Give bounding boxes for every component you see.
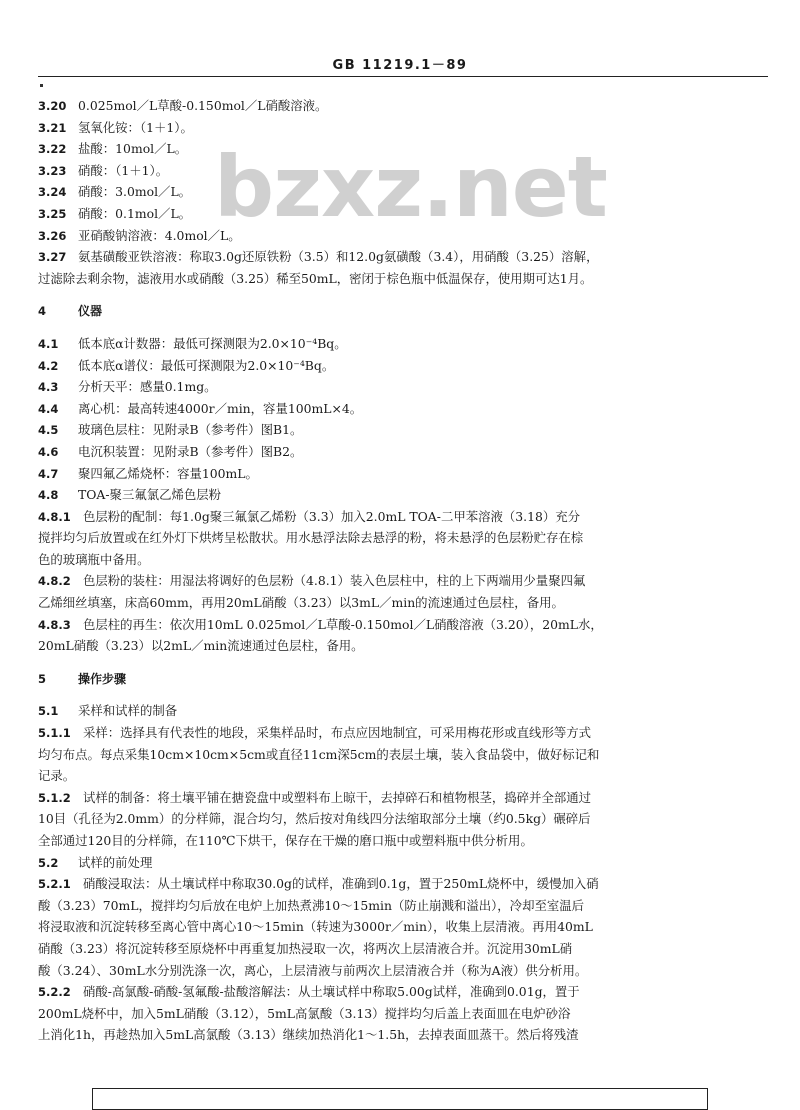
clause-text: 酸（3.24）、30mL水分别洗涤一次，离心，上层清液与前两次上层清液合并（称为A液）供分析用。 — [38, 962, 588, 978]
clause-text: 酸（3.23）70mL，搅拌均匀后放在电炉上加热煮沸10～15min（防止崩溅和溢出），冷却至室温后 — [38, 897, 585, 913]
clause-text: 将浸取液和沉淀转移至离心管中离心10～15min（转速为3000r／min），收集上层清液。再用40mL — [38, 919, 593, 935]
clause-3-21 — [38, 117, 753, 139]
clause-4-1 — [38, 333, 753, 355]
clause-3-25 — [38, 203, 753, 225]
clause-4-8-1 — [38, 506, 753, 528]
clause-text: 色层粉的装柱：用湿法将调好的色层粉（4.8.1）装入色层柱中，柱的上下两端用少量聚四氟 — [83, 573, 586, 589]
clause-number: 3.25 — [38, 206, 67, 221]
clause-text: 色的玻璃瓶中备用。 — [38, 551, 150, 567]
clause-number: 5.2 — [38, 855, 59, 870]
clause-text: 搅拌均匀后放置或在红外灯下烘烤呈松散状。用水悬浮法除去悬浮的粉，将未悬浮的色层粉贮存在棕 — [38, 530, 584, 546]
clause-number: 4.3 — [38, 380, 59, 395]
clause-4-3 — [38, 376, 753, 398]
clause-text: 全部通过120目的分样筛，在110℃下烘干，保存在干燥的磨口瓶中或塑料瓶中供分析用。 — [38, 833, 533, 848]
text-line — [38, 808, 753, 830]
clause-text: 氢氧化铵：（1＋1）。 — [78, 119, 193, 135]
clause-text: 采样和试样的制备 — [78, 703, 178, 719]
clause-number: 5.1 — [38, 704, 59, 719]
clause-text: 乙烯细丝填塞，床高60mm，再用20mL硝酸（3.23）以3mL／min的流速通过色层柱，备用。 — [38, 595, 564, 611]
text-line — [38, 765, 753, 787]
clause-text: 氨基磺酸亚铁溶液：称取3.0g还原铁粉（3.5）和12.0g氨磺酸（3.4），用硝酸（3.25）溶解， — [78, 249, 599, 265]
clause-5-1 — [38, 700, 753, 722]
document-body — [38, 95, 753, 1046]
clause-5-2 — [38, 852, 753, 874]
clause-number: 3.24 — [38, 185, 67, 200]
clause-text: 硝酸：0.1mol／L。 — [78, 205, 192, 221]
clause-number: 4.8 — [38, 488, 59, 503]
section-title: 仪器 — [78, 304, 103, 319]
clause-4-8-2 — [38, 570, 753, 592]
clause-text: 聚四氟乙烯烧杯：容量100mL。 — [78, 465, 258, 481]
clause-number: 4.2 — [38, 358, 59, 373]
clause-number: 5.2.1 — [38, 877, 71, 892]
clause-number: 3.22 — [38, 142, 67, 157]
clause-text: 硝酸-高氯酸-硝酸-氢氟酸-盐酸溶解法：从土壤试样中称取5.00g试样，准确到0.01g，置于 — [83, 984, 580, 1000]
clause-number: 3.20 — [38, 99, 67, 113]
clause-number: 5.1.1 — [38, 726, 71, 741]
clause-3-20 — [38, 95, 753, 117]
clause-number: 4.8.3 — [38, 617, 71, 632]
text-line — [38, 830, 753, 852]
clause-number: 3.27 — [38, 250, 67, 265]
clause-text: 0.025mol／L草酸-0.150mol／L硝酸溶液。 — [78, 98, 328, 113]
clause-text: 色层柱的再生：依次用10mL 0.025mol／L草酸-0.150mol／L硝酸溶液（3.20），20mL水， — [83, 616, 603, 632]
clause-text: 盐酸：10mol／L。 — [78, 141, 188, 157]
text-line — [38, 960, 753, 982]
clause-3-24 — [38, 181, 753, 203]
clause-4-6 — [38, 441, 753, 463]
text-line — [38, 938, 753, 960]
watermark: bzxz.net — [214, 138, 607, 236]
clause-4-8-3 — [38, 614, 753, 636]
clause-5 — [38, 668, 753, 690]
clause-text: 采样：选择具有代表性的地段，采集样品时，布点应因地制宜，可采用梅花形或直线形等方式 — [83, 725, 592, 741]
clause-number: 4.1 — [38, 336, 59, 351]
clause-4-7 — [38, 463, 753, 485]
clause-5-1-1 — [38, 722, 753, 744]
header-divider — [38, 76, 768, 77]
bottom-frame — [92, 1088, 708, 1110]
clause-3-23 — [38, 160, 753, 182]
clause-text: 20mL硝酸（3.23）以2mL／min流速通过色层柱，备用。 — [38, 638, 364, 654]
text-line — [38, 268, 753, 290]
text-line — [38, 744, 753, 766]
clause-text: 玻璃色层柱：见附录B（参考件）图B1。 — [78, 422, 303, 438]
clause-text: 试样的前处理 — [78, 854, 153, 870]
text-line — [38, 549, 753, 571]
clause-text: 色层粉的配制：每1.0g聚三氟氯乙烯粉（3.3）加入2.0mL TOA-二甲苯溶液（3.18）充分 — [83, 508, 581, 524]
text-line — [38, 635, 753, 657]
clause-text: 过滤除去剩余物，滤液用水或硝酸（3.25）稀至50mL，密闭于棕色瓶中低温保存，使用期可达1月。 — [38, 270, 593, 286]
text-line — [38, 1024, 753, 1046]
clause-text: 硝酸：3.0mol／L。 — [78, 184, 192, 200]
clause-number: 5 — [38, 671, 47, 686]
clause-text: 记录。 — [38, 768, 76, 784]
clause-number: 4.5 — [38, 423, 59, 438]
clause-text: 硝酸：（1＋1）。 — [78, 162, 169, 178]
clause-4-8 — [38, 484, 753, 506]
clause-number: 3.21 — [38, 120, 67, 135]
clause-number: 4.7 — [38, 466, 59, 481]
text-line — [38, 895, 753, 917]
scan-mark — [40, 84, 43, 87]
clause-3-27 — [38, 246, 753, 268]
clause-text: 亚硝酸钠溶液：4.0mol／L。 — [78, 227, 241, 243]
clause-text: 离心机：最高转速4000r／min，容量100mL×4。 — [78, 400, 363, 416]
clause-3-22 — [38, 138, 753, 160]
clause-4-5 — [38, 419, 753, 441]
text-line — [38, 1003, 753, 1025]
clause-number: 3.26 — [38, 228, 67, 243]
clause-text: 硝酸浸取法：从土壤试样中称取30.0g的试样，准确到0.1g，置于250mL烧杯中，缓慢加入硝 — [83, 876, 599, 892]
clause-number: 4.8.2 — [38, 574, 71, 589]
clause-text: 10目（孔径为2.0mm）的分样筛，混合均匀，然后按对角线四分法缩取部分土壤（约0.5kg）碾碎后 — [38, 811, 591, 827]
clause-4 — [38, 300, 753, 322]
clause-4-4 — [38, 398, 753, 420]
clause-text: 分析天平：感量0.1mg。 — [78, 379, 217, 395]
clause-text: 低本底α计数器：最低可探测限为2.0×10⁻⁴Bq。 — [78, 335, 347, 351]
clause-text: 试样的制备：将土壤平铺在搪瓷盘中或塑料布上晾干，去掉碎石和植物根茎，捣碎并全部通过 — [83, 789, 592, 805]
clause-text: 低本底α谱仪：最低可探测限为2.0×10⁻⁴Bq。 — [78, 357, 335, 373]
clause-text: 均匀布点。每点采集10cm×10cm×5cm或直径11cm深5cm的表层土壤，装入食品袋中，做好标记和 — [38, 746, 600, 762]
clause-number: 5.1.2 — [38, 790, 71, 805]
clause-number: 4.6 — [38, 444, 59, 459]
clause-number: 4.8.1 — [38, 509, 71, 524]
clause-number: 4 — [38, 304, 47, 319]
clause-5-1-2 — [38, 787, 753, 809]
clause-number: 5.2.2 — [38, 985, 71, 1000]
clause-text: 硝酸（3.23）将沉淀转移至原烧杯中再重复加热浸取一次，将两次上层清液合并。沉淀用30mL硝 — [38, 940, 573, 956]
text-line — [38, 527, 753, 549]
text-line — [38, 916, 753, 938]
clause-number: 4.4 — [38, 401, 59, 416]
clause-4-2 — [38, 355, 753, 377]
clause-number: 3.23 — [38, 163, 67, 178]
standard-code-header: GB 11219.1－89 — [332, 58, 468, 73]
clause-text: 200mL烧杯中，加入5mL硝酸（3.12），5mL高氯酸（3.13）搅拌均匀后盖上表面皿在电炉砂浴 — [38, 1005, 571, 1021]
clause-5-2-1 — [38, 873, 753, 895]
clause-text: 上消化1h，再趁热加入5mL高氯酸（3.13）继续加热消化1～1.5h，去掉表面皿蒸干。然后将残渣 — [38, 1027, 579, 1043]
clause-text: 电沉积装置：见附录B（参考件）图B2。 — [78, 443, 303, 459]
section-title: 操作步骤 — [78, 671, 127, 686]
clause-3-26 — [38, 225, 753, 247]
clause-5-2-2 — [38, 981, 753, 1003]
text-line — [38, 592, 753, 614]
clause-text: TOA-聚三氟氯乙烯色层粉 — [78, 487, 222, 503]
